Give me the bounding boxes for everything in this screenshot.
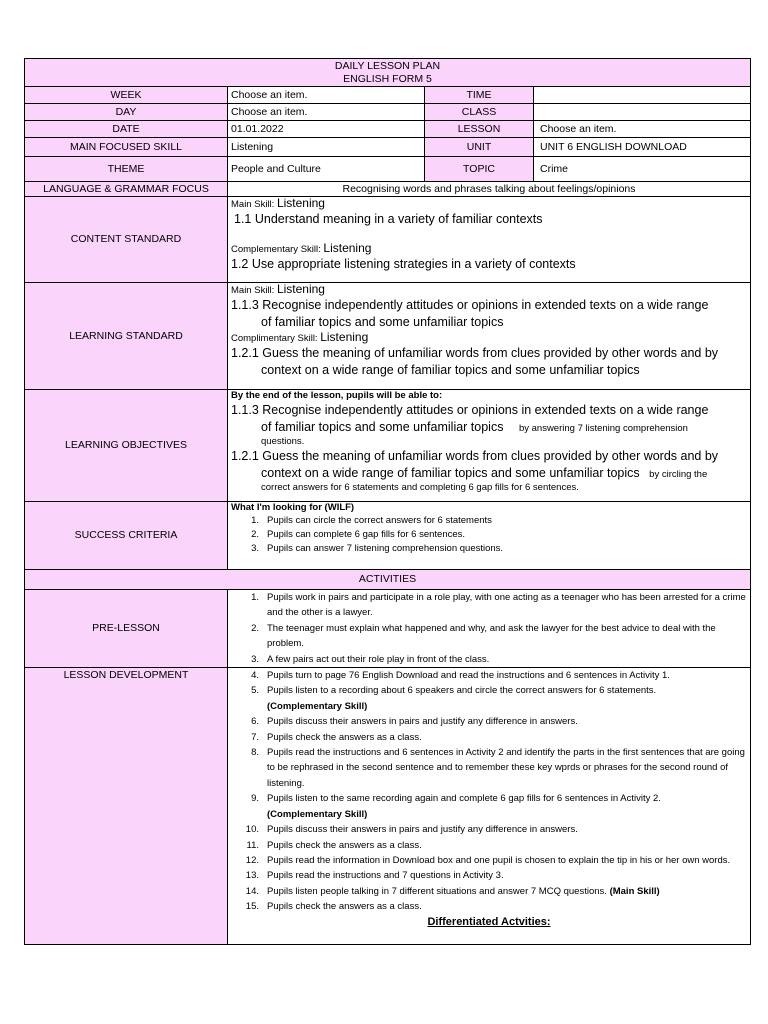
time-label: TIME	[425, 87, 534, 104]
list-item: 2. Pupils can complete 6 gap fills for 6 sentences.	[251, 529, 466, 540]
success-criteria-row	[25, 502, 751, 570]
date-row	[25, 121, 751, 138]
theme-field[interactable]: People and Culture	[228, 157, 425, 182]
list-item: 11. Pupils check the answers as a class.	[246, 839, 422, 851]
pre-lesson-label: PRE-LESSON	[25, 590, 228, 668]
success-criteria-list	[231, 514, 747, 556]
list-item: 3. Pupils can answer 7 listening comprehension questions.	[251, 543, 504, 554]
lesson-development-cell	[228, 668, 751, 945]
comp-skill-prefix: Complementary Skill:	[231, 244, 321, 255]
success-criteria-cell	[228, 502, 751, 570]
list-item: 1. Pupils can circle the correct answers for 6 statements	[251, 515, 492, 526]
theme-row	[25, 157, 751, 182]
list-item: 6. Pupils discuss their answers in pairs and justify any difference in answers.	[251, 716, 578, 728]
skill-tag: (Main Skill)	[609, 885, 660, 897]
content-standard-row	[25, 197, 751, 283]
differentiated-heading: Differentiated Actvities:	[427, 915, 551, 928]
ls-main-prefix: Main Skill:	[231, 285, 275, 296]
main-skill-name: Listening	[276, 196, 325, 210]
list-item: 8. Pupils read the instructions and 6 sentences in Activity 2 and identify the parts in the first sentences that are going to be rephrased in the second sentence and to remember these key wprds or phrases for the second round of listening.	[251, 747, 745, 789]
activities-row	[25, 570, 751, 590]
lo-obj1-a: 1.1.3 Recognise independently attitudes or opinions in extended texts on a wide range	[231, 403, 709, 417]
lo-obj2-d: correct answers for 6 statements and completing 6 gap fills for 6 sentences.	[261, 482, 579, 493]
main-skill-label: MAIN FOCUSED SKILL	[25, 138, 228, 157]
week-row	[25, 87, 751, 104]
content-standard-cell	[228, 197, 751, 283]
skill-row	[25, 138, 751, 157]
list-item: 10. Pupils discuss their answers in pairs and justify any difference in answers.	[245, 824, 578, 836]
day-dropdown[interactable]: Choose an item.	[228, 104, 425, 121]
content-standard-comp: 1.2 Use appropriate listening strategies in a variety of contexts	[231, 257, 576, 271]
ls-comp-text-b: context on a wide range of familiar topics and some unfamiliar topics	[261, 363, 640, 377]
topic-label: TOPIC	[425, 157, 534, 182]
content-standard-label: CONTENT STANDARD	[25, 197, 228, 283]
unit-label: UNIT	[425, 138, 534, 157]
week-dropdown[interactable]: Choose an item.	[228, 87, 425, 104]
lesson-label: LESSON	[425, 121, 534, 138]
main-skill-field[interactable]: Listening	[228, 138, 425, 157]
content-standard-main: 1.1 Understand meaning in a variety of familiar contexts	[234, 212, 543, 226]
lesson-plan-table	[24, 58, 751, 945]
unit-field[interactable]: UNIT 6 ENGLISH DOWNLOAD	[534, 138, 751, 157]
class-field[interactable]	[534, 104, 751, 121]
learning-standard-label: LEARNING STANDARD	[25, 283, 228, 390]
week-label: WEEK	[25, 87, 228, 104]
comp-skill-name: Listening	[323, 241, 372, 255]
theme-label: THEME	[25, 157, 228, 182]
list-item: 13. Pupils read the instructions and 7 questions in Activity 3.	[245, 870, 504, 882]
learning-objectives-row	[25, 390, 751, 502]
day-row	[25, 104, 751, 121]
header-cell	[25, 59, 751, 87]
skill-tag: (Complementary Skill)	[267, 700, 368, 712]
main-skill-prefix: Main Skill:	[231, 199, 275, 210]
list-item: 7. Pupils check the answers as a class.	[251, 731, 422, 743]
topic-field[interactable]: Crime	[534, 157, 751, 182]
date-label: DATE	[25, 121, 228, 138]
language-focus-value: Recognising words and phrases talking about feelings/opinions	[228, 182, 751, 197]
learning-objectives-label: LEARNING OBJECTIVES	[25, 390, 228, 502]
date-field[interactable]: 01.01.2022	[228, 121, 425, 138]
ls-main-text-a: 1.1.3 Recognise independently attitudes or opinions in extended texts on a wide range	[231, 298, 709, 312]
pre-lesson-list	[231, 590, 747, 667]
lesson-development-label: LESSON DEVELOPMENT	[25, 668, 228, 945]
lo-intro: By the end of the lesson, pupils will be able to:	[231, 390, 443, 401]
list-item: 9. Pupils listen to the same recording again and complete 6 gap fills for 6 sentences in Activity 2. (Complementary Skill)	[251, 793, 661, 820]
language-focus-row	[25, 182, 751, 197]
lesson-development-row	[25, 668, 751, 945]
lo-obj2-b: context on a wide range of familiar topics and some unfamiliar topics	[261, 466, 640, 480]
wilf-intro: What I'm looking for (WILF)	[231, 502, 355, 513]
success-criteria-label: SUCCESS CRITERIA	[25, 502, 228, 570]
plan-subtitle: ENGLISH FORM 5	[343, 72, 432, 85]
ls-main-skill: Listening	[276, 282, 325, 296]
list-item: 4. Pupils turn to page 76 English Download and read the instructions and 6 sentences in Activity 1.	[251, 670, 670, 682]
pre-lesson-cell	[228, 590, 751, 668]
learning-standard-cell	[228, 283, 751, 390]
list-item: 3. A few pairs act out their role play in front of the class.	[251, 653, 490, 665]
class-label: CLASS	[425, 104, 534, 121]
ls-comp-skill: Listening	[320, 330, 369, 344]
ls-main-text-b: of familiar topics and some unfamiliar topics	[261, 315, 504, 329]
language-focus-label: LANGUAGE & GRAMMAR FOCUS	[25, 182, 228, 197]
learning-standard-row	[25, 283, 751, 390]
lo-obj1-d: questions.	[261, 436, 305, 447]
list-item: 5. Pupils listen to a recording about 6 speakers and circle the correct answers for 6 statements. (Complementary Skill)	[251, 685, 657, 712]
list-item: 15. Pupils check the answers as a class.	[245, 901, 422, 913]
list-item: 14. Pupils listen people talking in 7 different situations and answer 7 MCQ questions. (Main Skill)	[245, 885, 660, 897]
learning-objectives-cell	[228, 390, 751, 502]
pre-lesson-row	[25, 590, 751, 668]
plan-title: DAILY LESSON PLAN	[334, 59, 441, 72]
time-field[interactable]	[534, 87, 751, 104]
ls-comp-text-a: 1.2.1 Guess the meaning of unfamiliar words from clues provided by other words and by	[231, 346, 719, 360]
activities-heading: ACTIVITIES	[25, 570, 751, 590]
lo-obj1-c: by answering 7 listening comprehension	[518, 423, 688, 434]
day-label: DAY	[25, 104, 228, 121]
skill-tag: (Complementary Skill)	[267, 808, 368, 820]
lo-obj1-b: of familiar topics and some unfamiliar topics	[261, 420, 504, 434]
lo-obj2-a: 1.2.1 Guess the meaning of unfamiliar words from clues provided by other words and by	[231, 449, 719, 463]
header-row	[25, 59, 751, 87]
lesson-dropdown[interactable]: Choose an item.	[534, 121, 751, 138]
list-item: 2. The teenager must explain what happened and why, and ask the lawyer for the best advice to deal with the problem.	[251, 622, 716, 650]
ls-comp-prefix: Complimentary Skill:	[231, 333, 318, 344]
lesson-development-list	[231, 668, 747, 915]
list-item: 12. Pupils read the information in Download box and one pupil is chosen to explain the tip in his or her own words.	[245, 854, 731, 866]
list-item: 1. Pupils work in pairs and participate in a role play, with one acting as a teenager who has been arrested for a crime and the other is a lawyer.	[251, 592, 746, 619]
lo-obj2-c: by circling the	[649, 469, 708, 480]
